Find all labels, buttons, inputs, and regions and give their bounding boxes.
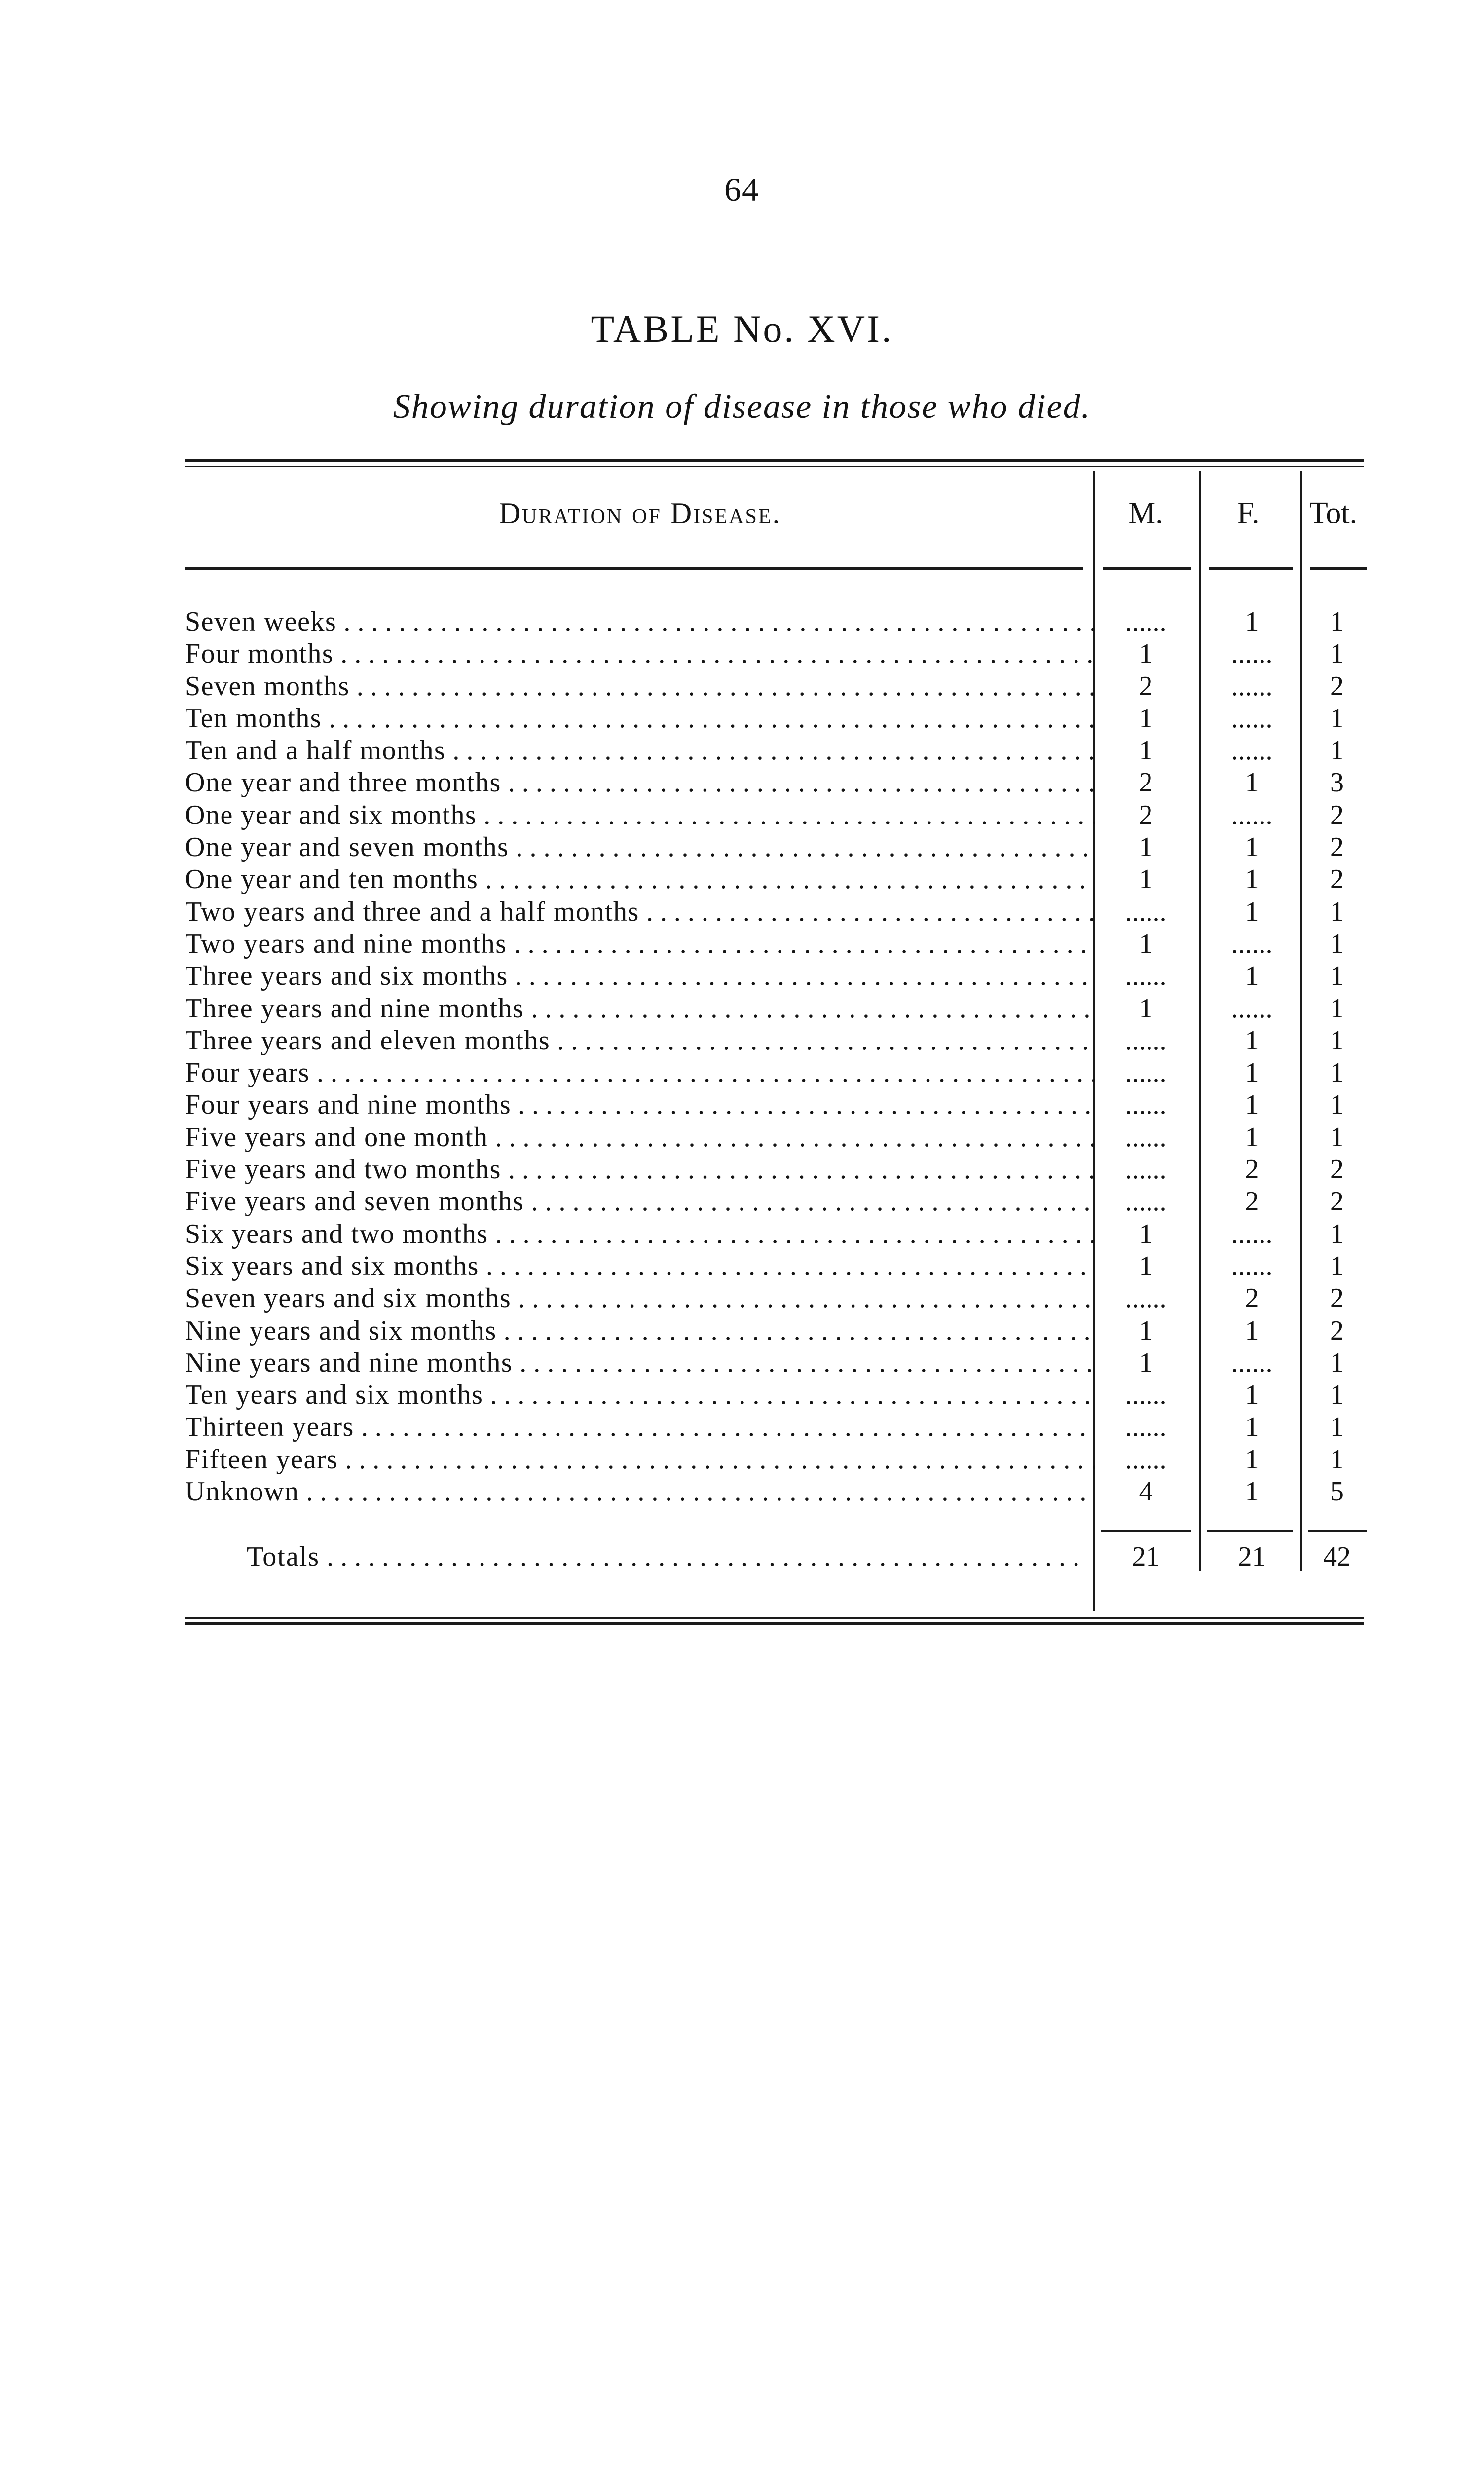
male-count-cell: ...... xyxy=(1125,1412,1167,1443)
table-row xyxy=(0,863,1484,896)
duration-cell: Nine years and six months . . . xyxy=(185,1315,1095,1347)
table-row xyxy=(0,1186,1484,1218)
total-count-cell: 1 xyxy=(1330,993,1344,1024)
male-count-cell: ...... xyxy=(1125,1057,1167,1088)
male-count-cell: ...... xyxy=(1125,1186,1167,1217)
header-underline-t xyxy=(1310,567,1367,570)
duration-cell: Seven weeks . . . xyxy=(185,606,1095,638)
table-row xyxy=(0,735,1484,767)
male-count-cell: 2 xyxy=(1139,767,1153,798)
table-row xyxy=(0,767,1484,799)
bottom-rule-inner xyxy=(185,1617,1364,1619)
male-count-cell: ...... xyxy=(1125,1154,1167,1185)
male-count-cell: 1 xyxy=(1139,638,1153,670)
duration-cell: Unknown . . . xyxy=(185,1476,1095,1508)
female-count-cell: ...... xyxy=(1231,1250,1273,1281)
total-count-cell: 1 xyxy=(1330,1444,1344,1475)
female-count-cell: 1 xyxy=(1245,1412,1259,1443)
table-row xyxy=(0,1057,1484,1089)
female-count-cell: 1 xyxy=(1245,864,1259,895)
duration-cell: Five years and seven months . . . xyxy=(185,1186,1095,1218)
male-count-cell: 1 xyxy=(1139,832,1153,863)
total-count-cell: 2 xyxy=(1330,1154,1344,1185)
total-count-cell: 1 xyxy=(1330,1412,1344,1443)
table-row xyxy=(0,1476,1484,1508)
total-count-cell: 1 xyxy=(1330,1089,1344,1121)
total-count-cell: 2 xyxy=(1330,671,1344,702)
duration-cell: Seven years and six months . . . xyxy=(185,1282,1095,1314)
total-count-cell: 5 xyxy=(1330,1476,1344,1507)
female-count-cell: 1 xyxy=(1245,896,1259,927)
total-count-cell: 2 xyxy=(1330,832,1344,863)
duration-cell: Five years and two months . . . xyxy=(185,1154,1095,1186)
male-count-cell: 1 xyxy=(1139,735,1153,766)
table-row xyxy=(0,1089,1484,1121)
duration-cell: Four months . . . xyxy=(185,638,1095,670)
table-row xyxy=(0,1154,1484,1186)
male-count-cell: 1 xyxy=(1139,864,1153,895)
duration-cell: Four years and nine months . . . xyxy=(185,1089,1095,1121)
male-count-cell: 1 xyxy=(1139,1218,1153,1249)
table-row xyxy=(0,1121,1484,1154)
total-count-cell: 1 xyxy=(1330,896,1344,927)
female-count-cell: ...... xyxy=(1231,1347,1273,1378)
female-count-cell: 1 xyxy=(1245,1025,1259,1056)
duration-cell: One year and seven months . . . xyxy=(185,831,1095,863)
duration-cell: Seven months . . . xyxy=(185,671,1095,703)
total-count-cell: 1 xyxy=(1330,1347,1344,1378)
female-count-cell: 1 xyxy=(1245,767,1259,798)
totals-separator-f xyxy=(1207,1530,1293,1532)
column-header-total: Tot. xyxy=(1309,496,1358,530)
total-count-cell: 1 xyxy=(1330,638,1344,670)
total-count-cell: 2 xyxy=(1330,799,1344,830)
totals-label: Totals . . . xyxy=(247,1538,1085,1575)
female-count-cell: ...... xyxy=(1231,638,1273,670)
total-count-cell: 1 xyxy=(1330,1250,1344,1281)
totals-female: 21 xyxy=(1238,1541,1266,1572)
male-count-cell: 1 xyxy=(1139,1250,1153,1281)
male-count-cell: ...... xyxy=(1125,961,1167,992)
duration-cell: Nine years and nine months . . . xyxy=(185,1347,1095,1379)
female-count-cell: ...... xyxy=(1231,1218,1273,1249)
column-header-male: M. xyxy=(1128,496,1163,530)
female-count-cell: 1 xyxy=(1245,832,1259,863)
top-rule-outer xyxy=(185,459,1364,462)
total-count-cell: 1 xyxy=(1330,703,1344,734)
table-row xyxy=(0,928,1484,960)
duration-cell: Thirteen years . . . xyxy=(185,1411,1095,1443)
totals-total: 42 xyxy=(1323,1541,1351,1572)
column-header-female: F. xyxy=(1237,496,1260,530)
female-count-cell: ...... xyxy=(1231,799,1273,830)
table-row xyxy=(0,1444,1484,1476)
female-count-cell: 1 xyxy=(1245,961,1259,992)
female-count-cell: 1 xyxy=(1245,1121,1259,1153)
table-row xyxy=(0,1025,1484,1057)
bottom-rule-outer xyxy=(185,1622,1364,1625)
female-count-cell: ...... xyxy=(1231,735,1273,766)
table-subtitle: Showing duration of disease in those who died. xyxy=(393,388,1091,426)
total-count-cell: 1 xyxy=(1330,735,1344,766)
male-count-cell: ...... xyxy=(1125,896,1167,927)
male-count-cell: 2 xyxy=(1139,799,1153,830)
total-count-cell: 3 xyxy=(1330,767,1344,798)
female-count-cell: 1 xyxy=(1245,1476,1259,1507)
duration-cell: Six years and six months . . . xyxy=(185,1250,1095,1282)
column-header-duration: Duration of Disease. xyxy=(499,497,781,529)
male-count-cell: ...... xyxy=(1125,1444,1167,1475)
duration-cell: One year and six months . . . xyxy=(185,799,1095,831)
table-row xyxy=(0,896,1484,928)
header-underline-duration xyxy=(185,567,1083,570)
total-count-cell: 1 xyxy=(1330,1218,1344,1249)
duration-cell: Ten years and six months . . . xyxy=(185,1379,1095,1411)
female-count-cell: 1 xyxy=(1245,1089,1259,1121)
male-count-cell: 1 xyxy=(1139,928,1153,959)
duration-cell: Three years and eleven months . . . xyxy=(185,1025,1095,1057)
table-row xyxy=(0,993,1484,1025)
table-row xyxy=(0,960,1484,992)
table-row xyxy=(0,1250,1484,1282)
table-row xyxy=(0,1315,1484,1347)
duration-cell: Three years and six months . . . xyxy=(185,960,1095,992)
duration-cell: Ten and a half months . . . xyxy=(185,735,1095,767)
female-count-cell: 1 xyxy=(1245,1380,1259,1411)
duration-cell: Five years and one month . . . xyxy=(185,1121,1095,1154)
male-count-cell: 1 xyxy=(1139,703,1153,734)
table-row xyxy=(0,1282,1484,1314)
header-underline-f xyxy=(1209,567,1293,570)
male-count-cell: ...... xyxy=(1125,1283,1167,1314)
male-count-cell: ...... xyxy=(1125,1025,1167,1056)
duration-cell: Four years . . . xyxy=(185,1057,1095,1089)
table-row xyxy=(0,1347,1484,1379)
table-body xyxy=(0,606,1484,1508)
female-count-cell: 1 xyxy=(1245,606,1259,637)
male-count-cell: ...... xyxy=(1125,1121,1167,1153)
total-count-cell: 2 xyxy=(1330,1283,1344,1314)
male-count-cell: 2 xyxy=(1139,671,1153,702)
table-row xyxy=(0,831,1484,863)
duration-cell: Fifteen years . . . xyxy=(185,1444,1095,1476)
male-count-cell: ...... xyxy=(1125,1089,1167,1121)
table-row xyxy=(0,1379,1484,1411)
female-count-cell: 2 xyxy=(1245,1186,1259,1217)
table-row xyxy=(0,703,1484,735)
total-count-cell: 2 xyxy=(1330,1186,1344,1217)
table-row xyxy=(0,671,1484,703)
total-count-cell: 1 xyxy=(1330,1057,1344,1088)
table-row xyxy=(0,606,1484,638)
totals-row xyxy=(0,1538,1484,1575)
table-row xyxy=(0,638,1484,670)
duration-cell: One year and ten months . . . xyxy=(185,863,1095,896)
female-count-cell: ...... xyxy=(1231,928,1273,959)
page-number: 64 xyxy=(724,171,760,208)
male-count-cell: 1 xyxy=(1139,1347,1153,1378)
total-count-cell: 1 xyxy=(1330,1121,1344,1153)
totals-separator-m xyxy=(1101,1530,1191,1532)
total-count-cell: 2 xyxy=(1330,1315,1344,1346)
duration-cell: Ten months . . . xyxy=(185,703,1095,735)
total-count-cell: 1 xyxy=(1330,1025,1344,1056)
duration-cell: Six years and two months . . . xyxy=(185,1218,1095,1250)
duration-cell: Two years and nine months . . . xyxy=(185,928,1095,960)
duration-cell: One year and three months . . . xyxy=(185,767,1095,799)
duration-cell: Two years and three and a half months . . . xyxy=(185,896,1095,928)
female-count-cell: 1 xyxy=(1245,1444,1259,1475)
duration-cell: Three years and nine months . . . xyxy=(185,993,1095,1025)
female-count-cell: 2 xyxy=(1245,1154,1259,1185)
total-count-cell: 2 xyxy=(1330,864,1344,895)
top-rule-inner xyxy=(185,466,1364,467)
table-row xyxy=(0,799,1484,831)
female-count-cell: 1 xyxy=(1245,1057,1259,1088)
male-count-cell: ...... xyxy=(1125,606,1167,637)
totals-male: 21 xyxy=(1132,1541,1160,1572)
male-count-cell: 1 xyxy=(1139,1315,1153,1346)
male-count-cell: 1 xyxy=(1139,993,1153,1024)
female-count-cell: ...... xyxy=(1231,703,1273,734)
totals-separator-t xyxy=(1308,1530,1367,1532)
table-title: TABLE No. XVI. xyxy=(591,307,893,350)
table-row xyxy=(0,1411,1484,1443)
total-count-cell: 1 xyxy=(1330,928,1344,959)
male-count-cell: 4 xyxy=(1139,1476,1153,1507)
total-count-cell: 1 xyxy=(1330,961,1344,992)
male-count-cell: ...... xyxy=(1125,1380,1167,1411)
female-count-cell: 2 xyxy=(1245,1283,1259,1314)
total-count-cell: 1 xyxy=(1330,606,1344,637)
female-count-cell: ...... xyxy=(1231,671,1273,702)
female-count-cell: ...... xyxy=(1231,993,1273,1024)
female-count-cell: 1 xyxy=(1245,1315,1259,1346)
table-row xyxy=(0,1218,1484,1250)
header-underline-m xyxy=(1103,567,1191,570)
total-count-cell: 1 xyxy=(1330,1380,1344,1411)
